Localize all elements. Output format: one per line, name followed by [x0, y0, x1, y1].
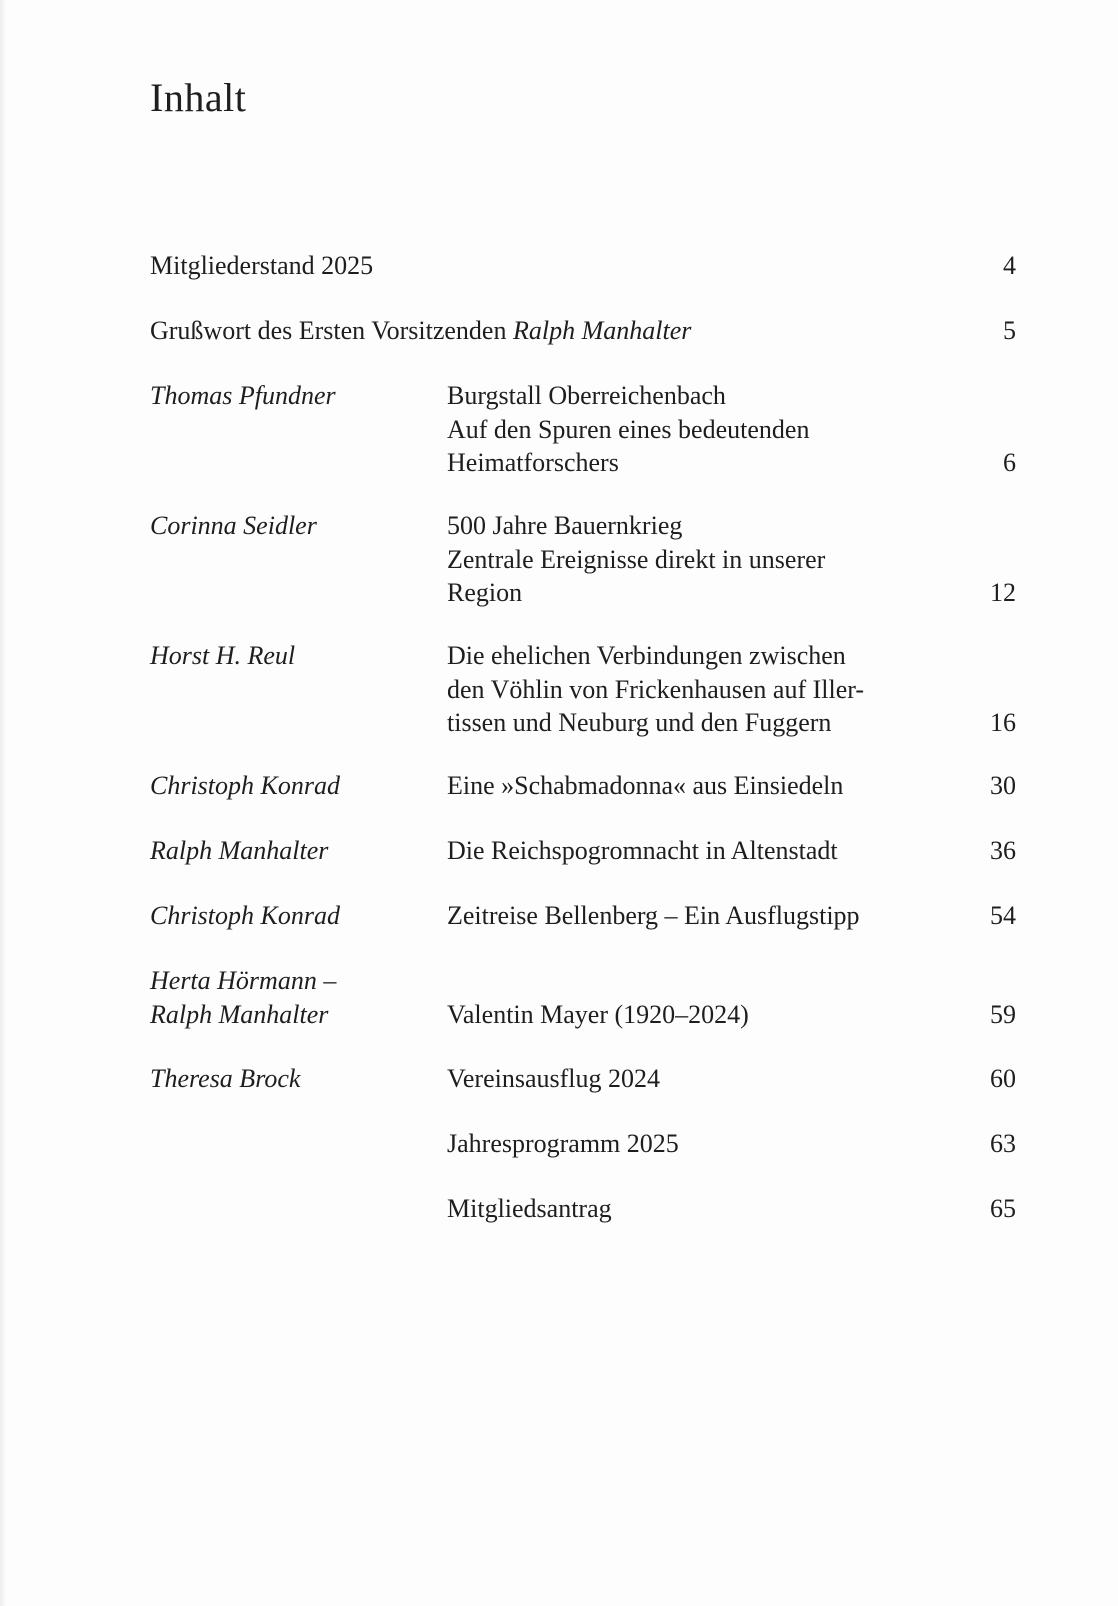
toc-entry-title: Jahresprogramm 2025: [447, 1129, 679, 1158]
toc-entry-page: 30: [990, 771, 1016, 800]
toc-entry-author: Corinna Seidler: [150, 511, 317, 540]
toc-entry-page: 60: [990, 1064, 1016, 1093]
toc-entry-author: Theresa Brock: [150, 1064, 301, 1093]
toc-entry-page: 63: [990, 1129, 1016, 1158]
toc-entry-title: Grußwort des Ersten Vorsitzenden Ralph Manhalter: [150, 316, 692, 345]
toc-entry-page: 16: [990, 708, 1016, 737]
toc-entry-title: Vereinsausflug 2024: [447, 1064, 661, 1093]
toc-entry-author: Christoph Konrad: [150, 771, 340, 800]
toc-entry-page: 54: [990, 901, 1016, 930]
toc-entry-page: 5: [1003, 316, 1016, 345]
toc-entry-page: 4: [1003, 251, 1016, 280]
toc-entry-author: Thomas Pfundner: [150, 381, 336, 410]
toc-entry-title: Die Reichspogromnacht in Altenstadt: [447, 836, 838, 865]
toc-entry-page: 6: [1003, 448, 1016, 477]
toc-entry-author: Horst H. Reul: [150, 641, 296, 670]
toc-entry-page: 65: [990, 1194, 1016, 1223]
toc-entry-page: 12: [990, 578, 1016, 607]
toc-entry-page: 36: [990, 836, 1016, 865]
toc-entry-title: Mitgliederstand 2025: [150, 251, 374, 280]
toc-entry-title: Die ehelichen Verbindungen zwischen den Vöhlin von Frickenhausen auf Iller- tissen und Neuburg und den Fuggern: [447, 641, 865, 737]
toc-entry-title: 500 Jahre Bauernkrieg Zentrale Ereignisse direkt in unserer Region: [447, 511, 826, 607]
toc-entry-title-author: Ralph Manhalter: [512, 316, 692, 345]
toc-entry-author: Herta Hörmann – Ralph Manhalter: [150, 966, 337, 1029]
toc-entry-title: Mitgliedsantrag: [447, 1194, 612, 1223]
toc-entry-title: Zeitreise Bellenberg – Ein Ausflugstipp: [447, 901, 860, 930]
page-edge-shadow: [0, 0, 6, 1606]
toc-entry-author: Ralph Manhalter: [150, 836, 329, 865]
toc-entry-page: 59: [990, 999, 1016, 1029]
toc-entry-title: Eine »Schabmadonna« aus Einsiedeln: [447, 771, 844, 800]
toc-entry-author: Christoph Konrad: [150, 901, 340, 930]
toc-entry-title: Valentin Mayer (1920–2024): [447, 999, 749, 1029]
toc-entry-title: Burgstall Oberreichenbach Auf den Spuren eines bedeutenden Heimatforschers: [447, 381, 810, 477]
page-title: Inhalt: [150, 75, 247, 120]
